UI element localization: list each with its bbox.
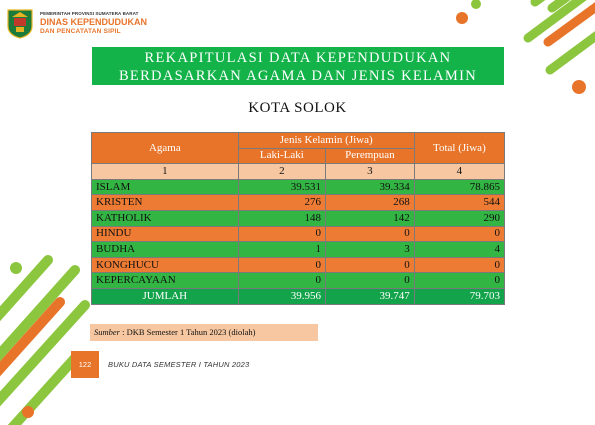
title-banner <box>92 47 504 85</box>
table-row <box>92 242 505 258</box>
header-jenis-kelamin: Jenis Kelamin (Jiwa) <box>238 133 414 149</box>
row-total: 4 <box>414 242 504 258</box>
header-perempuan: Perempuan <box>326 148 415 164</box>
row-agama: BUDHA <box>92 242 239 258</box>
org-line-1: PEMERINTAH PROVINSI SUMATERA BARAT <box>40 11 139 16</box>
org-line-2: DINAS KEPENDUDUKAN <box>40 17 148 27</box>
row-laki: 1 <box>238 242 325 258</box>
row-laki: 0 <box>238 273 325 289</box>
row-total: 290 <box>414 210 504 226</box>
row-total: 544 <box>414 195 504 211</box>
index-cell: 3 <box>326 164 415 180</box>
table-index-row <box>92 164 505 180</box>
row-laki: 0 <box>238 226 325 242</box>
organization-name <box>40 11 147 35</box>
table-row <box>92 226 505 242</box>
total-laki: 39.956 <box>238 288 325 304</box>
page-number: 122 <box>71 351 99 378</box>
row-total: 0 <box>414 257 504 273</box>
table-header-row <box>92 133 505 149</box>
row-perempuan: 0 <box>326 273 415 289</box>
government-logo-icon <box>7 9 33 39</box>
source-text: : DKB Semester 1 Tahun 2023 (diolah) <box>119 327 256 337</box>
source-label: Sumber <box>94 327 120 337</box>
total-all: 79.703 <box>414 288 504 304</box>
total-perempuan: 39.747 <box>326 288 415 304</box>
row-perempuan: 0 <box>326 257 415 273</box>
index-cell: 4 <box>414 164 504 180</box>
index-cell: 1 <box>92 164 239 180</box>
header-agama: Agama <box>92 133 239 164</box>
source-note <box>90 324 318 341</box>
row-total: 78.865 <box>414 179 504 195</box>
row-agama: KATHOLIK <box>92 210 239 226</box>
row-perempuan: 268 <box>326 195 415 211</box>
population-table <box>91 132 505 305</box>
row-perempuan: 39.334 <box>326 179 415 195</box>
row-perempuan: 3 <box>326 242 415 258</box>
row-agama: KRISTEN <box>92 195 239 211</box>
header-laki-laki: Laki-Laki <box>238 148 325 164</box>
decorative-shapes-bottom <box>0 230 95 425</box>
index-cell: 2 <box>238 164 325 180</box>
row-total: 0 <box>414 273 504 289</box>
row-agama: KEPERCAYAAN <box>92 273 239 289</box>
table-row <box>92 210 505 226</box>
table-row <box>92 257 505 273</box>
row-laki: 0 <box>238 257 325 273</box>
row-laki: 148 <box>238 210 325 226</box>
book-title: BUKU DATA SEMESTER I TAHUN 2023 <box>108 360 250 369</box>
title-line-2: BERDASARKAN AGAMA DAN JENIS KELAMIN <box>118 68 478 84</box>
row-perempuan: 0 <box>326 226 415 242</box>
row-agama: HINDU <box>92 226 239 242</box>
total-label: JUMLAH <box>92 288 239 304</box>
row-laki: 276 <box>238 195 325 211</box>
row-total: 0 <box>414 226 504 242</box>
table-row <box>92 195 505 211</box>
table-row <box>92 273 505 289</box>
org-line-3: DAN PENCATATAN SIPIL <box>40 28 121 35</box>
table-row <box>92 179 505 195</box>
row-agama: KONGHUCU <box>92 257 239 273</box>
row-perempuan: 142 <box>326 210 415 226</box>
row-laki: 39.531 <box>238 179 325 195</box>
title-line-1: REKAPITULASI DATA KEPENDUDUKAN <box>144 50 452 66</box>
row-agama: ISLAM <box>92 179 239 195</box>
header-total: Total (Jiwa) <box>414 133 504 164</box>
table-total-row <box>92 288 505 304</box>
city-title: KOTA SOLOK <box>248 100 347 116</box>
